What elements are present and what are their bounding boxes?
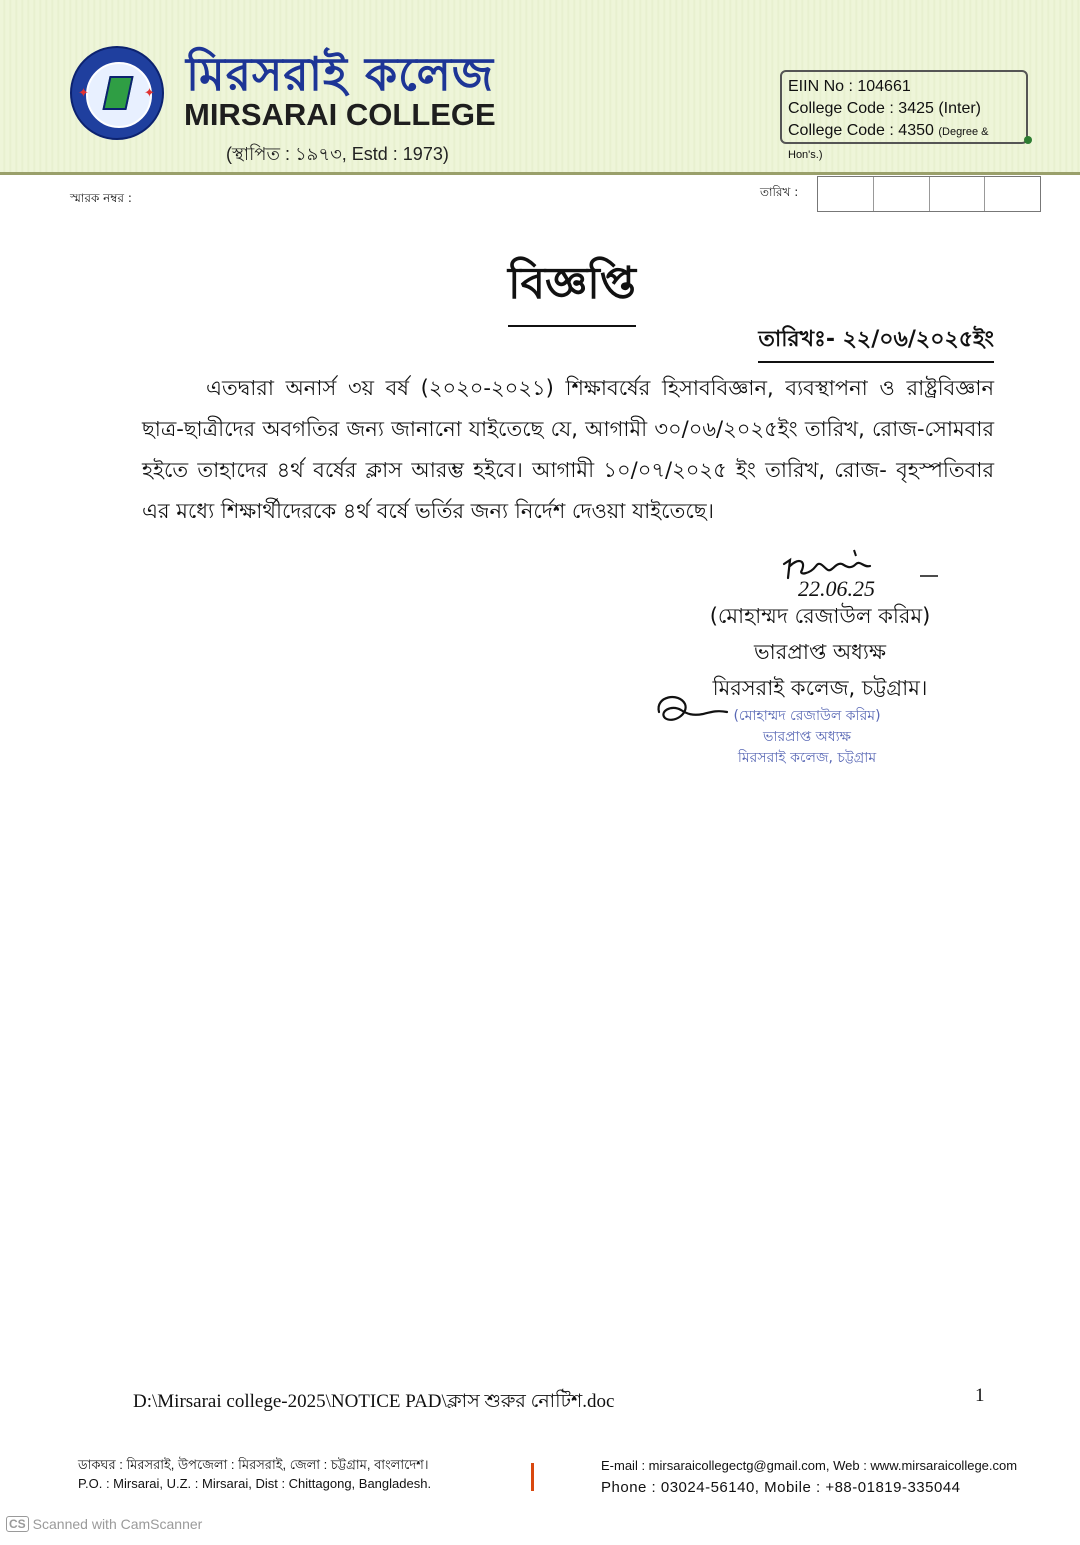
notice-date: তারিখঃ- ২২/০৬/২০২৫ইং	[758, 322, 994, 363]
letterhead	[0, 0, 1080, 175]
notice-title: বিজ্ঞপ্তি	[508, 250, 636, 327]
eiin-number: EIIN No : 104661	[788, 78, 911, 95]
stamp-name: (মোহাম্মদ রেজাউল করিম)	[733, 708, 881, 724]
address-bangla: ডাকঘর : মিরসরাই, উপজেলা : মিরসরাই, জেলা : চট্টগ্রাম, বাংলাদেশ।	[78, 1457, 429, 1472]
college-code-degree-value: College Code : 4350	[788, 122, 934, 139]
college-name-bangla: মিরসরাই কলেজ	[186, 47, 495, 101]
date-field-boxes	[817, 176, 1041, 212]
document-file-path: D:\Mirsarai college-2025\NOTICE PAD\ক্লাস শুরুর নোটিশ.doc	[133, 1391, 615, 1412]
camscanner-watermark	[6, 1516, 202, 1532]
page-number: 1	[975, 1385, 985, 1406]
established-year: (স্থাপিত : ১৯৭৩, Estd : 1973)	[226, 144, 449, 164]
address-english: P.O. : Mirsarai, U.Z. : Mirsarai, Dist : Chittagong, Bangladesh.	[78, 1476, 432, 1491]
notice-body	[142, 368, 994, 532]
star-icon: ✦	[78, 86, 89, 101]
date-cell	[930, 177, 986, 211]
footer-contact	[601, 1455, 1017, 1499]
official-seal-stamp	[712, 706, 902, 769]
star-icon: ✦	[144, 86, 155, 101]
signatory-designation: ভারপ্রাপ্ত অধ্যক্ষ	[753, 640, 887, 664]
college-codes-box	[780, 70, 1028, 161]
college-name-english: MIRSARAI COLLEGE	[184, 97, 496, 132]
stamp-designation: ভারপ্রাপ্ত অধ্যক্ষ	[762, 729, 852, 745]
dot-icon	[1024, 136, 1032, 144]
signature-date: 22.06.25	[798, 576, 875, 600]
phone-mobile: Phone : 03024-56140, Mobile : +88-01819-335044	[601, 1479, 961, 1496]
college-code-degree-note: (Degree & Hon's.)	[788, 126, 989, 161]
date-cell	[818, 177, 874, 211]
date-label: তারিখ :	[760, 185, 799, 199]
stamp-institution: মিরসরাই কলেজ, চট্টগ্রাম	[737, 750, 877, 766]
date-cell	[874, 177, 930, 211]
footer-divider	[531, 1463, 534, 1491]
signatory-institution: মিরসরাই কলেজ, চট্টগ্রাম।	[712, 676, 928, 700]
college-code-degree	[788, 120, 1020, 166]
memo-number-label: স্মারক নম্বর :	[70, 191, 132, 205]
college-code-inter: College Code : 3425 (Inter)	[788, 100, 981, 117]
handwritten-signature	[780, 548, 940, 600]
camscanner-logo-icon: CS	[6, 1516, 29, 1532]
notice-body-text: এতদ্বারা অনার্স ৩য় বর্ষ (২০২০-২০২১) শিক্ষাবর্ষের হিসাববিজ্ঞান, ব্যবস্থাপনা ও রাষ্ট্রবিজ্ঞান ছাত্র-ছাত্রীদের অবগতির জন্য জানানো যাইতেছে যে, আগামী ৩০/০৬/২০২৫ইং তারিখ, রোজ-সোমবার হইতে তাহাদের ৪র্থ বর্ষের ক্লাস আরম্ভ হইবে। আগামী ১০/০৭/২০২৫ ইং তারিখ, রোজ- বৃহস্পতিবার এর মধ্যে শিক্ষার্থীদেরকে ৪র্থ বর্ষে ভর্তির জন্য নির্দেশ দেওয়া যাইতেছে।	[142, 376, 994, 523]
email-web: E-mail : mirsaraicollegectg@gmail.com, Web : www.mirsaraicollege.com	[601, 1458, 1018, 1473]
signatory-name: (মোহাম্মদ রেজাউল করিম)	[709, 604, 931, 628]
camscanner-label: Scanned with CamScanner	[32, 1516, 203, 1532]
college-logo	[70, 46, 164, 140]
date-cell	[985, 177, 1040, 211]
footer-address	[78, 1455, 431, 1493]
